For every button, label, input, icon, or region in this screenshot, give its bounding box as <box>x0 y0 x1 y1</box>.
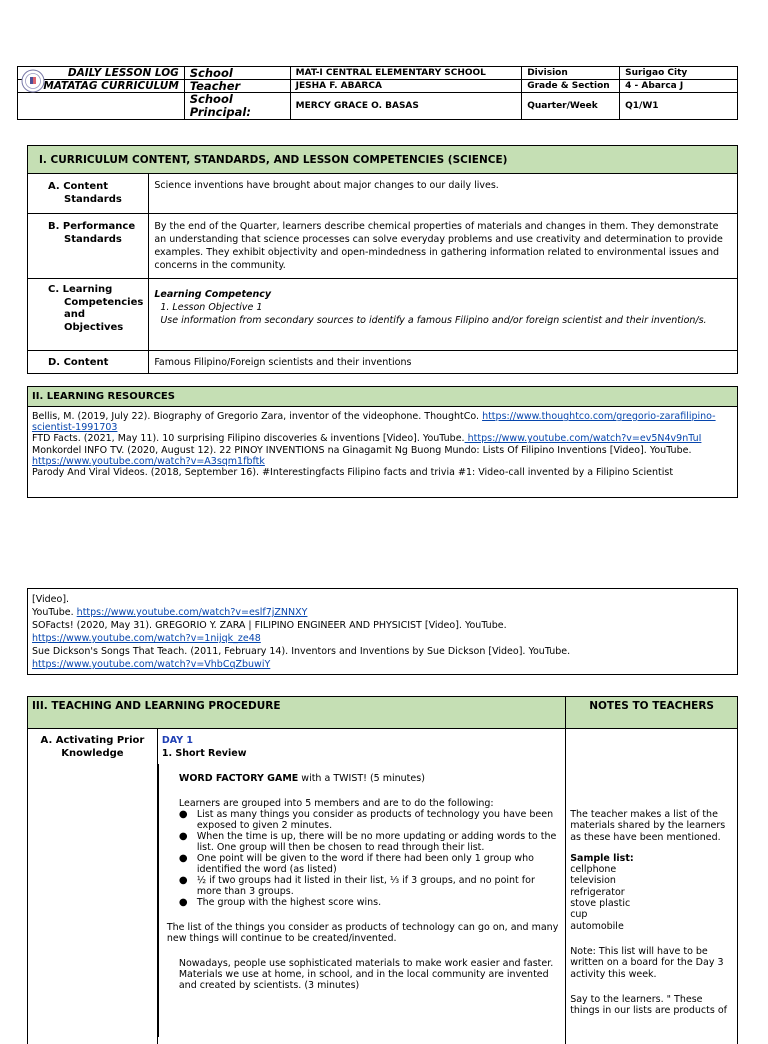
short-review: 1. Short Review <box>162 747 561 760</box>
rule-item: ● One point will be given to the word if there had been only 1 group who identified the word (as listed) <box>197 853 559 875</box>
rule-item: ● ½ if two groups had it listed in their list, ⅓ if 3 groups, and no point for more than 3 groups. <box>197 875 559 897</box>
note-3: Say to the learners. " These things in our lists are products of <box>570 994 733 1017</box>
cont-line-5: Sue Dickson's Songs That Teach. (2011, February 14). Inventors and Inventions by Sue Dickson [Video]. YouTube. <box>32 645 733 658</box>
log-title-cell <box>18 67 185 80</box>
note-1: The teacher makes a list of the materials shared by the learners as these have been mentioned. <box>570 809 733 843</box>
content-standards-text: Science inventions have brought about major changes to our daily lives. <box>149 174 738 214</box>
day-label: DAY 1 <box>162 734 561 747</box>
division-value: Surigao City <box>620 67 738 80</box>
section3-title: III. TEACHING AND LEARNING PROCEDURE <box>28 697 566 729</box>
reference-4: Parody And Viral Videos. (2018, September 16). #Interestingfacts Filipino facts and trivia #1: Video-call invented by a Filipino Scientist <box>32 467 733 478</box>
reference-1: Bellis, M. (2019, July 22). Biography of Gregorio Zara, inventor of the videophone. ThoughtCo. https://www.thoughtco.com/gregorio-zarafilipino-scientist-1991703 <box>32 411 733 433</box>
activating-knowledge-label: A. Activating Prior Knowledge <box>28 729 158 1044</box>
performance-standards-text: By the end of the Quarter, learners describe chemical properties of materials and changes in them. They demonstrate an understanding that science processes can solve everyday problems and use creativity and determination to provide examples. They exhibit objectivity and open-mindedness in gathering information related to environmental issues and concerns in the community. <box>149 214 738 279</box>
log-title: DAILY LESSON LOG <box>68 67 179 79</box>
principal-label: School Principal: <box>184 93 290 120</box>
sample-item: refrigerator <box>570 887 733 898</box>
game-intro: Learners are grouped into 5 members and are to do the following: <box>179 798 559 809</box>
competencies-label: C. Learning Competencies and Objectives <box>28 279 149 351</box>
rule-item: ● List as many things you consider as products of technology you have been exposed to given 2 minutes. <box>197 809 559 831</box>
section2-title: II. LEARNING RESOURCES <box>28 387 737 407</box>
cont-line-3: SOFacts! (2020, May 31). GREGORIO Y. ZARA | FILIPINO ENGINEER AND PHYSICIST [Video]. YouTube. <box>32 619 733 632</box>
content-label: D. Content <box>28 351 149 374</box>
reference-3-link[interactable]: https://www.youtube.com/watch?v=A3sqm1fbftk <box>32 456 265 467</box>
content-standards-label: A. Content Standards <box>28 174 149 214</box>
cont-line-1: [Video]. <box>32 593 733 606</box>
sample-item: cup <box>570 909 733 920</box>
reference-2-link[interactable]: https://www.youtube.com/watch?v=ev5N4v9nTuI <box>465 433 702 444</box>
division-label: Division <box>522 67 620 80</box>
procedure-table <box>27 696 738 1044</box>
paragraph-1: The list of the things you consider as products of technology can go on, and many new things will continue to be created/invented. <box>167 922 559 944</box>
reference-3 <box>32 456 733 467</box>
curriculum-title: MATATAG CURRICULUM <box>43 80 178 92</box>
resources-list <box>28 407 737 478</box>
objective-text: Use information from secondary sources to identify a famous Filipino and/or foreign scientist and their invention/s. <box>154 314 732 327</box>
sample-item: stove plastic <box>570 898 733 909</box>
teacher-label: Teacher <box>184 80 290 93</box>
competency-heading: Learning Competency <box>154 288 732 301</box>
quarter-label: Quarter/Week <box>522 93 620 120</box>
competencies-text <box>149 279 738 351</box>
cont-line-4 <box>32 632 733 645</box>
learning-resources-box <box>27 386 738 498</box>
principal-value: MERCY GRACE O. BASAS <box>290 93 522 120</box>
review-activity-box <box>158 764 565 1037</box>
cont-link-3[interactable]: https://www.youtube.com/watch?v=VhbCqZbuwiY <box>32 659 270 670</box>
notes-title: NOTES TO TEACHERS <box>566 697 738 729</box>
grade-label: Grade & Section <box>522 80 620 93</box>
sample-list-heading: Sample list: <box>570 853 733 864</box>
deped-seal-icon <box>21 69 45 93</box>
rule-item: ● When the time is up, there will be no more updating or adding words to the list. One group will then be chosen to read through their list. <box>197 831 559 853</box>
notes-column <box>566 729 738 1044</box>
quarter-value: Q1/W1 <box>620 93 738 120</box>
game-rules-list <box>179 809 559 908</box>
learning-resources-continued-box <box>27 588 738 675</box>
sample-item: cellphone <box>570 864 733 875</box>
cont-link-1[interactable]: https://www.youtube.com/watch?v=eslf7jZNNXY <box>77 607 308 618</box>
cont-line-2: YouTube. https://www.youtube.com/watch?v=eslf7jZNNXY <box>32 606 733 619</box>
section1-title: I. CURRICULUM CONTENT, STANDARDS, AND LESSON COMPETENCIES (SCIENCE) <box>28 146 738 174</box>
content-text: Famous Filipino/Foreign scientists and their inventions <box>149 351 738 374</box>
blank-cell <box>18 93 185 120</box>
sample-item: automobile <box>570 921 733 932</box>
teacher-value: JESHA F. ABARCA <box>290 80 522 93</box>
school-value: MAT-I CENTRAL ELEMENTARY SCHOOL <box>290 67 522 80</box>
rule-item: ● The group with the highest score wins. <box>197 897 559 908</box>
reference-1-link[interactable]: https://www.thoughtco.com/gregorio-zarafilipino-scientist-1991703 <box>32 411 716 433</box>
school-label: School <box>184 67 290 80</box>
paragraph-2: Nowadays, people use sophisticated materials to make work easier and faster. Materials we use at home, in school, and in the local community are invented and created by scientists. (3 minutes) <box>179 958 559 991</box>
curriculum-table <box>27 145 738 374</box>
reference-2: FTD Facts. (2021, May 11). 10 surprising Filipino discoveries & inventions [Video]. YouTube. https://www.youtube.com/watch?v=ev5N4v9nTuI Monkordel INFO TV. (2020, August 12). 22 PINOY INVENTIONS na Ginagamit Ng Buong Mundo: Lists Of Filipino Inventions [Video]. YouTube. <box>32 433 733 455</box>
cont-line-6 <box>32 658 733 671</box>
game-title: WORD FACTORY GAME with a TWIST! (5 minutes) <box>179 773 559 784</box>
procedure-content <box>157 729 565 1044</box>
header-table <box>17 66 738 120</box>
grade-value: 4 - Abarca J <box>620 80 738 93</box>
cont-link-2[interactable]: https://www.youtube.com/watch?v=1nijqk_ze48 <box>32 633 261 644</box>
note-2: Note: This list will have to be written on a board for the Day 3 activity this week. <box>570 946 733 980</box>
lesson-objective: 1. Lesson Objective 1 <box>154 301 732 314</box>
sample-item: television <box>570 875 733 886</box>
performance-standards-label: B. Performance Standards <box>28 214 149 279</box>
